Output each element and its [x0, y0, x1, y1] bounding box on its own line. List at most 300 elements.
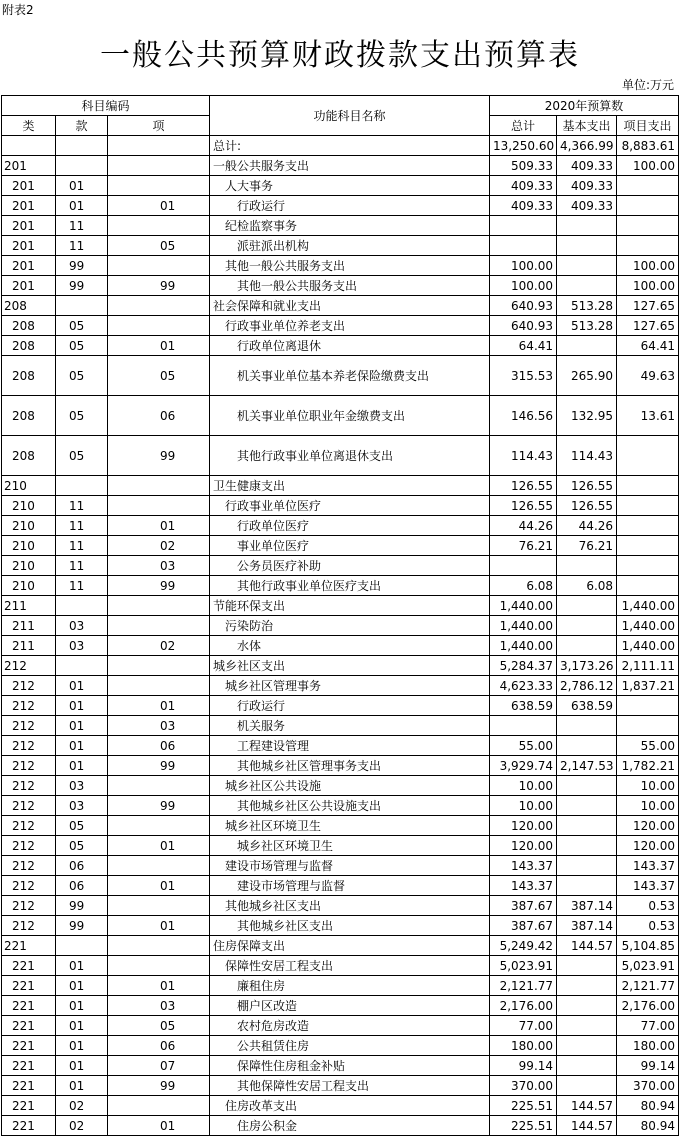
function-name-cell: 住房公积金 [210, 1116, 490, 1136]
item-code-cell [108, 816, 210, 836]
category-code-cell: 212 [2, 656, 56, 676]
unit-label: 单位:万元 [621, 78, 674, 92]
table-row [2, 1076, 679, 1096]
item-code-cell [108, 476, 210, 496]
kuan-header: 款 [56, 116, 108, 136]
total-cell: 315.53 [490, 356, 557, 396]
category-code-cell: 210 [2, 476, 56, 496]
category-code-cell: 212 [2, 696, 56, 716]
section-code-cell: 01 [56, 676, 108, 696]
basic-cell [557, 736, 617, 756]
total-cell: 64.41 [490, 336, 557, 356]
total-cell: 5,284.37 [490, 656, 557, 676]
project-cell [617, 236, 679, 256]
basic-cell: 409.33 [557, 176, 617, 196]
table-row [2, 256, 679, 276]
project-cell: 180.00 [617, 1036, 679, 1056]
total-cell: 387.67 [490, 896, 557, 916]
basic-cell: 387.14 [557, 916, 617, 936]
section-code-cell: 01 [56, 1016, 108, 1036]
section-code-cell [56, 476, 108, 496]
section-code-cell: 01 [56, 176, 108, 196]
item-code-cell [108, 1096, 210, 1116]
section-code-cell: 06 [56, 876, 108, 896]
table-row [2, 536, 679, 556]
category-code-cell: 221 [2, 996, 56, 1016]
function-name-cell: 建设市场管理与监督 [210, 876, 490, 896]
function-name-cell: 城乡社区管理事务 [210, 676, 490, 696]
table-row [2, 616, 679, 636]
basic-cell [557, 836, 617, 856]
function-name-cell: 其他城乡社区公共设施支出 [210, 796, 490, 816]
project-cell: 77.00 [617, 1016, 679, 1036]
category-code-cell: 212 [2, 756, 56, 776]
basic-cell: 44.26 [557, 516, 617, 536]
budget-group-header: 2020年预算数 [490, 96, 679, 116]
section-code-cell: 02 [56, 1116, 108, 1136]
basic-cell: 4,366.99 [557, 136, 617, 156]
item-code-cell [108, 896, 210, 916]
basic-cell [557, 636, 617, 656]
table-row [2, 676, 679, 696]
project-cell: 1,837.21 [617, 676, 679, 696]
section-code-cell: 11 [56, 556, 108, 576]
basic-cell: 638.59 [557, 696, 617, 716]
section-code-cell [56, 596, 108, 616]
category-code-cell: 208 [2, 296, 56, 316]
category-code-cell: 221 [2, 976, 56, 996]
table-row [2, 856, 679, 876]
basic-cell: 144.57 [557, 1116, 617, 1136]
category-code-cell: 201 [2, 196, 56, 216]
total-cell: 1,440.00 [490, 616, 557, 636]
category-code-cell: 208 [2, 396, 56, 436]
function-name-cell: 总计: [210, 136, 490, 156]
section-code-cell: 11 [56, 576, 108, 596]
total-cell: 370.00 [490, 1076, 557, 1096]
category-code-cell: 212 [2, 676, 56, 696]
table-row [2, 596, 679, 616]
page-title: 一般公共预算财政拨款支出预算表 [100, 38, 580, 73]
table-row [2, 996, 679, 1016]
table-row [2, 436, 679, 476]
function-name-cell: 卫生健康支出 [210, 476, 490, 496]
project-cell: 2,121.77 [617, 976, 679, 996]
section-code-cell: 01 [56, 696, 108, 716]
table-row [2, 196, 679, 216]
project-cell: 143.37 [617, 856, 679, 876]
project-cell [617, 696, 679, 716]
table-row [2, 776, 679, 796]
basic-cell [557, 1036, 617, 1056]
table-row [2, 636, 679, 656]
total-cell [490, 556, 557, 576]
category-code-cell: 221 [2, 956, 56, 976]
item-code-cell: 01 [108, 876, 210, 896]
table-row [2, 836, 679, 856]
basic-cell: 513.28 [557, 296, 617, 316]
section-code-cell: 05 [56, 436, 108, 476]
project-cell: 10.00 [617, 796, 679, 816]
category-code-cell [2, 136, 56, 156]
basic-cell [557, 876, 617, 896]
project-cell: 64.41 [617, 336, 679, 356]
basic-header: 基本支出 [557, 116, 617, 136]
project-cell: 5,023.91 [617, 956, 679, 976]
total-cell: 225.51 [490, 1116, 557, 1136]
section-code-cell: 03 [56, 776, 108, 796]
total-cell: 44.26 [490, 516, 557, 536]
table-row [2, 216, 679, 236]
item-code-cell: 06 [108, 396, 210, 436]
item-code-cell: 03 [108, 556, 210, 576]
function-name-cell: 水体 [210, 636, 490, 656]
project-cell: 100.00 [617, 276, 679, 296]
category-code-cell: 212 [2, 796, 56, 816]
project-cell: 127.65 [617, 296, 679, 316]
project-cell: 127.65 [617, 316, 679, 336]
basic-cell: 144.57 [557, 1096, 617, 1116]
item-code-cell: 99 [108, 796, 210, 816]
basic-cell: 114.43 [557, 436, 617, 476]
category-code-cell: 201 [2, 156, 56, 176]
item-code-cell [108, 496, 210, 516]
total-cell: 10.00 [490, 776, 557, 796]
item-code-cell [108, 316, 210, 336]
section-code-cell: 01 [56, 976, 108, 996]
table-row [2, 1016, 679, 1036]
table-row [2, 756, 679, 776]
project-cell: 120.00 [617, 836, 679, 856]
section-code-cell: 11 [56, 496, 108, 516]
category-code-cell: 212 [2, 816, 56, 836]
basic-cell: 2,786.12 [557, 676, 617, 696]
basic-cell: 3,173.26 [557, 656, 617, 676]
category-code-cell: 210 [2, 536, 56, 556]
section-code-cell: 99 [56, 916, 108, 936]
table-row [2, 876, 679, 896]
section-code-cell [56, 296, 108, 316]
project-cell [617, 476, 679, 496]
function-name-cell: 保障性住房租金补贴 [210, 1056, 490, 1076]
project-cell [617, 196, 679, 216]
item-code-cell: 99 [108, 436, 210, 476]
table-row [2, 936, 679, 956]
section-code-cell: 03 [56, 636, 108, 656]
total-cell: 5,023.91 [490, 956, 557, 976]
function-name-cell: 其他城乡社区支出 [210, 896, 490, 916]
table-row [2, 556, 679, 576]
basic-cell [557, 236, 617, 256]
category-code-cell: 201 [2, 236, 56, 256]
table-row [2, 316, 679, 336]
item-code-cell: 01 [108, 516, 210, 536]
project-cell: 49.63 [617, 356, 679, 396]
table-row [2, 956, 679, 976]
item-code-cell [108, 956, 210, 976]
category-code-cell: 221 [2, 1036, 56, 1056]
total-cell: 640.93 [490, 296, 557, 316]
total-cell: 409.33 [490, 176, 557, 196]
item-code-cell: 05 [108, 356, 210, 396]
item-code-cell: 01 [108, 836, 210, 856]
section-code-cell: 99 [56, 256, 108, 276]
section-code-cell: 01 [56, 1076, 108, 1096]
project-cell: 80.94 [617, 1096, 679, 1116]
category-code-cell: 221 [2, 1056, 56, 1076]
table-row [2, 396, 679, 436]
item-code-cell [108, 296, 210, 316]
item-code-cell: 99 [108, 276, 210, 296]
project-cell: 120.00 [617, 816, 679, 836]
basic-cell [557, 276, 617, 296]
basic-cell [557, 856, 617, 876]
table-row [2, 696, 679, 716]
total-cell: 76.21 [490, 536, 557, 556]
function-name-cell: 其他城乡社区支出 [210, 916, 490, 936]
table-row [2, 236, 679, 256]
function-name-cell: 一般公共服务支出 [210, 156, 490, 176]
category-code-cell: 212 [2, 716, 56, 736]
total-cell: 77.00 [490, 1016, 557, 1036]
total-cell: 2,176.00 [490, 996, 557, 1016]
basic-cell [557, 1016, 617, 1036]
section-code-cell: 05 [56, 816, 108, 836]
lei-header: 类 [2, 116, 56, 136]
total-cell: 2,121.77 [490, 976, 557, 996]
basic-cell [557, 816, 617, 836]
category-code-cell: 221 [2, 1116, 56, 1136]
function-name-cell: 住房保障支出 [210, 936, 490, 956]
table-row [2, 796, 679, 816]
table-row [2, 656, 679, 676]
section-code-cell: 11 [56, 516, 108, 536]
section-code-cell [56, 936, 108, 956]
section-code-cell: 11 [56, 536, 108, 556]
item-code-cell: 01 [108, 976, 210, 996]
item-code-cell: 01 [108, 916, 210, 936]
table-row [2, 816, 679, 836]
total-cell: 13,250.60 [490, 136, 557, 156]
category-code-cell: 208 [2, 336, 56, 356]
function-name-cell: 行政事业单位医疗 [210, 496, 490, 516]
total-cell: 225.51 [490, 1096, 557, 1116]
table-row [2, 276, 679, 296]
total-cell: 114.43 [490, 436, 557, 476]
item-code-cell [108, 676, 210, 696]
category-code-cell: 211 [2, 596, 56, 616]
basic-cell: 6.08 [557, 576, 617, 596]
total-cell: 55.00 [490, 736, 557, 756]
item-code-cell [108, 256, 210, 276]
section-code-cell: 05 [56, 396, 108, 436]
function-name-cell: 保障性安居工程支出 [210, 956, 490, 976]
function-name-cell: 廉租住房 [210, 976, 490, 996]
item-code-cell: 06 [108, 1036, 210, 1056]
project-cell: 55.00 [617, 736, 679, 756]
total-cell: 126.55 [490, 496, 557, 516]
project-cell: 8,883.61 [617, 136, 679, 156]
section-code-cell: 01 [56, 1056, 108, 1076]
function-name-cell: 机关事业单位基本养老保险缴费支出 [210, 356, 490, 396]
project-cell: 2,176.00 [617, 996, 679, 1016]
basic-cell [557, 956, 617, 976]
item-code-cell [108, 856, 210, 876]
category-code-cell: 210 [2, 496, 56, 516]
project-cell [617, 556, 679, 576]
function-name-cell: 行政运行 [210, 196, 490, 216]
section-code-cell: 11 [56, 216, 108, 236]
project-cell [617, 716, 679, 736]
project-cell: 0.53 [617, 916, 679, 936]
project-cell: 5,104.85 [617, 936, 679, 956]
project-cell: 1,440.00 [617, 636, 679, 656]
total-cell: 638.59 [490, 696, 557, 716]
function-name-cell: 污染防治 [210, 616, 490, 636]
project-cell: 370.00 [617, 1076, 679, 1096]
item-code-cell: 05 [108, 1016, 210, 1036]
basic-cell [557, 1056, 617, 1076]
item-code-cell [108, 656, 210, 676]
item-code-cell: 02 [108, 636, 210, 656]
basic-cell [557, 256, 617, 276]
total-cell: 120.00 [490, 816, 557, 836]
basic-cell [557, 556, 617, 576]
project-cell [617, 516, 679, 536]
basic-cell [557, 336, 617, 356]
function-name-cell: 城乡社区环境卫生 [210, 816, 490, 836]
basic-cell: 126.55 [557, 496, 617, 516]
function-name-cell: 人大事务 [210, 176, 490, 196]
project-cell: 80.94 [617, 1116, 679, 1136]
table-row [2, 1036, 679, 1056]
function-name-cell: 行政事业单位养老支出 [210, 316, 490, 336]
section-code-cell: 01 [56, 736, 108, 756]
total-cell: 143.37 [490, 856, 557, 876]
function-name-cell: 其他行政事业单位离退休支出 [210, 436, 490, 476]
basic-cell: 513.28 [557, 316, 617, 336]
basic-cell: 76.21 [557, 536, 617, 556]
basic-cell: 144.57 [557, 936, 617, 956]
section-code-cell: 01 [56, 1036, 108, 1056]
section-code-cell: 01 [56, 956, 108, 976]
item-code-cell [108, 156, 210, 176]
total-cell: 146.56 [490, 396, 557, 436]
total-cell: 409.33 [490, 196, 557, 216]
category-code-cell: 210 [2, 516, 56, 536]
function-name-cell: 行政单位离退休 [210, 336, 490, 356]
function-name-cell: 其他一般公共服务支出 [210, 256, 490, 276]
table-row [2, 576, 679, 596]
budget-table [1, 95, 679, 1136]
section-code-cell: 05 [56, 336, 108, 356]
item-code-cell: 99 [108, 576, 210, 596]
function-name-cell: 农村危房改造 [210, 1016, 490, 1036]
category-code-cell: 201 [2, 216, 56, 236]
item-code-cell: 02 [108, 536, 210, 556]
basic-cell [557, 976, 617, 996]
item-code-cell [108, 136, 210, 156]
total-cell: 120.00 [490, 836, 557, 856]
table-row [2, 1056, 679, 1076]
function-name-cell: 工程建设管理 [210, 736, 490, 756]
section-code-cell: 05 [56, 356, 108, 396]
function-name-cell: 其他城乡社区管理事务支出 [210, 756, 490, 776]
category-code-cell: 208 [2, 356, 56, 396]
function-name-cell: 公务员医疗补助 [210, 556, 490, 576]
function-name-cell: 公共租赁住房 [210, 1036, 490, 1056]
category-code-cell: 210 [2, 556, 56, 576]
total-header: 总计 [490, 116, 557, 136]
function-name-cell: 城乡社区支出 [210, 656, 490, 676]
total-cell: 4,623.33 [490, 676, 557, 696]
project-cell [617, 576, 679, 596]
section-code-cell: 01 [56, 996, 108, 1016]
section-code-cell: 99 [56, 896, 108, 916]
item-code-cell: 06 [108, 736, 210, 756]
function-name-cell: 纪检监察事务 [210, 216, 490, 236]
total-cell: 99.14 [490, 1056, 557, 1076]
category-code-cell: 208 [2, 436, 56, 476]
total-cell: 5,249.42 [490, 936, 557, 956]
section-code-cell: 01 [56, 716, 108, 736]
section-code-cell [56, 656, 108, 676]
project-cell [617, 536, 679, 556]
item-code-cell: 03 [108, 996, 210, 1016]
category-code-cell: 212 [2, 876, 56, 896]
category-code-cell: 221 [2, 1096, 56, 1116]
section-code-cell: 11 [56, 236, 108, 256]
function-name-cell: 派驻派出机构 [210, 236, 490, 256]
total-cell [490, 716, 557, 736]
table-row [2, 476, 679, 496]
section-code-cell: 01 [56, 196, 108, 216]
category-code-cell: 211 [2, 636, 56, 656]
table-row [2, 516, 679, 536]
attachment-label: 附表2 [2, 3, 34, 17]
basic-cell: 409.33 [557, 196, 617, 216]
total-cell: 387.67 [490, 916, 557, 936]
project-cell: 100.00 [617, 256, 679, 276]
basic-cell [557, 1076, 617, 1096]
category-code-cell: 212 [2, 896, 56, 916]
table-row [2, 136, 679, 156]
header-row-1 [2, 96, 679, 116]
project-cell: 1,782.21 [617, 756, 679, 776]
section-code-cell: 06 [56, 856, 108, 876]
function-name-cell: 机关服务 [210, 716, 490, 736]
item-code-cell: 01 [108, 196, 210, 216]
category-code-cell: 212 [2, 776, 56, 796]
xiang-header: 项 [108, 116, 210, 136]
category-code-cell: 221 [2, 1016, 56, 1036]
item-code-cell [108, 776, 210, 796]
function-name-cell: 行政单位医疗 [210, 516, 490, 536]
section-code-cell: 01 [56, 756, 108, 776]
function-name-cell: 城乡社区环境卫生 [210, 836, 490, 856]
function-name-cell: 其他保障性安居工程支出 [210, 1076, 490, 1096]
item-code-cell [108, 176, 210, 196]
item-code-cell [108, 216, 210, 236]
basic-cell: 126.55 [557, 476, 617, 496]
item-code-cell: 01 [108, 1116, 210, 1136]
section-code-cell: 05 [56, 836, 108, 856]
basic-cell: 387.14 [557, 896, 617, 916]
table-row [2, 736, 679, 756]
project-cell [617, 496, 679, 516]
category-code-cell: 208 [2, 316, 56, 336]
category-code-cell: 212 [2, 836, 56, 856]
